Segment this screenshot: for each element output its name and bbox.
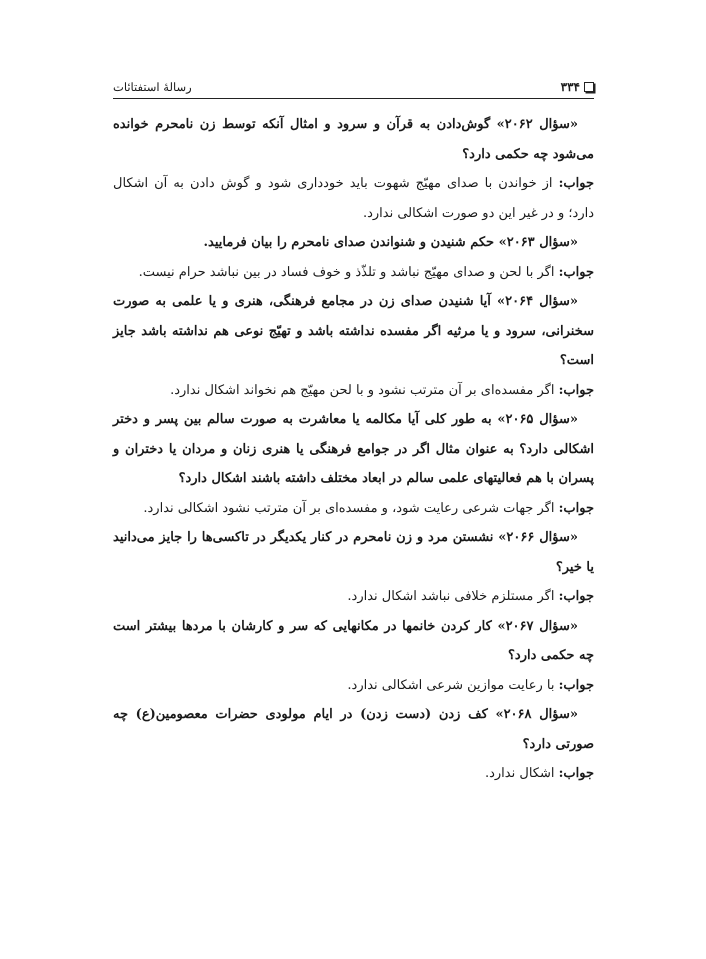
question-text: آیا شنیدن صدای زن در مجامع فرهنگی، هنری و یا علمی به صورت سخنرانی، سرود و یا مرثیه اگر مفسده نداشته باشد و تهیّج نوعی هم نداشته باشد جایز است؟ (113, 294, 594, 368)
question-paragraph (113, 523, 594, 582)
answer-text: از خواندن با صدای مهیّج شهوت باید خودداری شود و گوش دادن به آن اشکال دارد؛ و در غیر این دو صورت اشکالی ندارد. (113, 176, 594, 221)
answer-text: اگر با لحن و صدای مهیّج نباشد و تلذّذ و خوف فساد در بین نباشد حرام نیست. (138, 264, 559, 280)
answer-label: جواب: (558, 677, 594, 693)
question-number: «سؤال ۲۰۶۳» (498, 235, 578, 250)
answer-label: جواب: (558, 264, 594, 280)
question-text: به طور کلی آیا مکالمه یا معاشرت به صورت سالم بین پسر و دختر اشکالی دارد؟ به عنوان مثال اگر در جوامع فرهنگی یا هنری زنان و مردان یا دختران و پسران با هم فعالیتهای علمی سالم در ابعاد مختلف داشته باشند اشکال دارد؟ (113, 412, 594, 486)
answer-text: اگر مفسده‌ای بر آن مترتب نشود و با لحن مهیّج هم نخواند اشکال ندارد. (170, 382, 559, 398)
page-number-block (561, 80, 594, 94)
question-number: «سؤال ۲۰۶۷» (497, 618, 578, 634)
question-text: گوش‌دادن به قرآن و سرود و امثال آنکه توسط زن نامحرم خوانده می‌شود چه حکمی دارد؟ (113, 117, 594, 162)
question-text: کف زدن (دست زدن) در ایام مولودی حضرات معصومین(ع) چه صورتی دارد؟ (113, 707, 594, 752)
qa-content (113, 110, 594, 789)
answer-paragraph (113, 376, 594, 406)
answer-text: اشکال ندارد. (484, 766, 559, 781)
answer-paragraph (113, 169, 594, 228)
question-number: «سؤال ۲۰۶۴» (497, 294, 578, 309)
answer-text: اگر جهات شرعی رعایت شود، و مفسده‌ای بر آن مترتب نشود اشکالی ندارد. (143, 500, 559, 516)
question-paragraph (113, 405, 594, 494)
page-header (113, 78, 594, 99)
answer-paragraph (113, 582, 594, 612)
question-number: «سؤال ۲۰۶۲» (496, 117, 578, 132)
question-paragraph (113, 287, 594, 376)
answer-paragraph (113, 494, 594, 524)
question-paragraph (113, 700, 594, 759)
document-page (113, 78, 594, 789)
question-text: نشستن مرد و زن نامحرم در کنار یکدیگر در تاکسی‌ها را جایز می‌دانید یا خیر؟ (113, 530, 594, 575)
answer-paragraph (113, 759, 594, 789)
answer-label: جواب: (558, 176, 594, 191)
answer-label: جواب: (558, 382, 594, 398)
answer-paragraph (113, 258, 594, 288)
answer-text: با رعایت موازین شرعی اشکالی ندارد. (347, 677, 559, 693)
question-paragraph (113, 612, 594, 671)
answer-label: جواب: (558, 589, 594, 604)
answer-paragraph (113, 671, 594, 701)
question-number: «سؤال ۲۰۶۶» (498, 530, 578, 545)
answer-label: جواب: (558, 766, 594, 781)
question-paragraph (113, 110, 594, 169)
square-icon (584, 82, 594, 92)
answer-text: اگر مستلزم خلافی نباشد اشکال ندارد. (347, 589, 559, 604)
question-paragraph (113, 228, 594, 258)
question-number: «سؤال ۲۰۶۸» (495, 707, 578, 722)
question-text: حکم شنیدن و شنواندن صدای نامحرم را بیان فرمایید. (203, 235, 499, 250)
page-number: ۳۳۴ (560, 80, 580, 94)
question-number: «سؤال ۲۰۶۵» (497, 412, 578, 427)
running-title: رسالهٔ استفتائات (113, 80, 192, 94)
answer-label: جواب: (558, 500, 594, 516)
question-text: کار کردن خانمها در مکانهایی که سر و کارشان با مردها بیشتر است چه حکمی دارد؟ (113, 618, 594, 663)
